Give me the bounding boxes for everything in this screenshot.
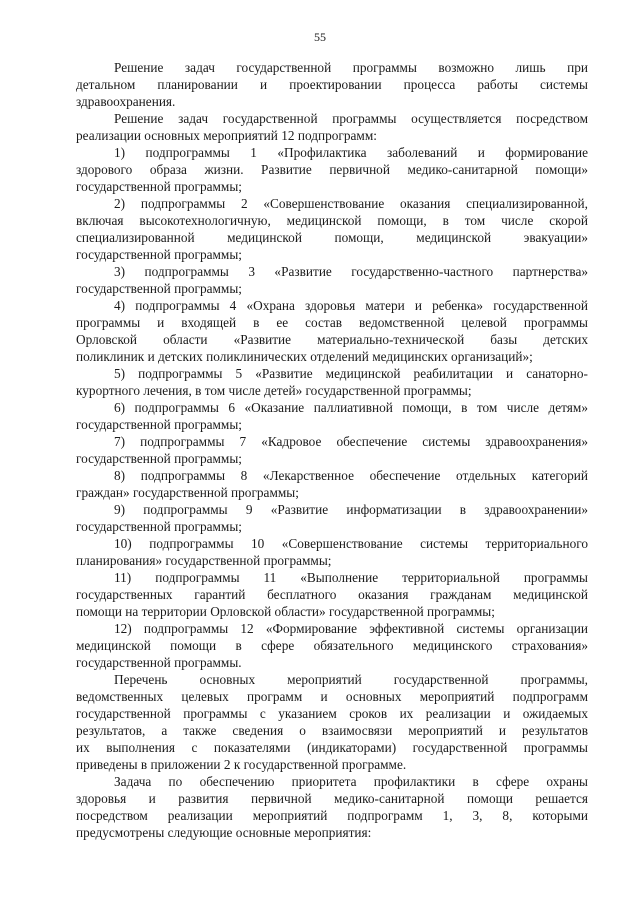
text-line: 10) подпрограммы 10 «Совершенствование системы территориального bbox=[114, 536, 588, 551]
paragraph bbox=[76, 620, 588, 671]
document-body bbox=[76, 59, 588, 841]
paragraph bbox=[76, 399, 588, 433]
paragraph bbox=[76, 263, 588, 297]
text-line: программы и входящей в ее состав ведомственной целевой программы bbox=[76, 315, 588, 330]
text-line: курортного лечения, в том числе детей» государственной программы; bbox=[76, 383, 472, 398]
text-line: Задача по обеспечению приоритета профилактики в сфере охраны bbox=[114, 774, 588, 789]
text-line: детальном планировании и проектировании процесса работы системы bbox=[76, 77, 588, 92]
paragraph bbox=[76, 671, 588, 773]
text-line: реализации основных мероприятий 12 подпрограмм: bbox=[76, 128, 377, 143]
text-line: планирования» государственной программы; bbox=[76, 553, 332, 568]
text-line: государственной программы; bbox=[76, 451, 242, 466]
text-line: медицинской помощи в сфере обязательного медицинского страхования» bbox=[76, 638, 588, 653]
text-line: 8) подпрограммы 8 «Лекарственное обеспечение отдельных категорий bbox=[114, 468, 588, 483]
text-line: предусмотрены следующие основные мероприятия: bbox=[76, 825, 372, 840]
text-line: государственной программы с указанием сроков их реализации и ожидаемых bbox=[76, 706, 588, 721]
text-line: приведены в приложении 2 к государственной программе. bbox=[76, 757, 407, 772]
text-line: ведомственных целевых программ и основных мероприятий подпрограмм bbox=[76, 689, 588, 704]
paragraph bbox=[76, 535, 588, 569]
text-line: 7) подпрограммы 7 «Кадровое обеспечение системы здравоохранения» bbox=[114, 434, 588, 449]
text-line: 4) подпрограммы 4 «Охрана здоровья матери и ребенка» государственной bbox=[114, 298, 588, 313]
paragraph bbox=[76, 433, 588, 467]
text-line: 9) подпрограммы 9 «Развитие информатизации в здравоохранении» bbox=[114, 502, 588, 517]
text-line: поликлиник и детских поликлинических отделений медицинских организаций»; bbox=[76, 349, 533, 364]
text-line: Орловской области «Развитие материально-технической базы детских bbox=[76, 332, 588, 347]
paragraph bbox=[76, 569, 588, 620]
text-line: результатов, а также сведения о взаимосвязи мероприятий и результатов bbox=[76, 723, 588, 738]
text-line: государственной программы. bbox=[76, 655, 242, 670]
text-line: включая высокотехнологичную, медицинской помощи, в том числе скорой bbox=[76, 213, 588, 228]
text-line: государственных гарантий бесплатного оказания гражданам медицинской bbox=[76, 587, 588, 602]
text-line: граждан» государственной программы; bbox=[76, 485, 299, 500]
text-line: 6) подпрограммы 6 «Оказание паллиативной помощи, в том числе детям» bbox=[114, 400, 588, 415]
paragraph bbox=[76, 773, 588, 841]
text-line: государственной программы; bbox=[76, 247, 242, 262]
text-line: Решение задач государственной программы осуществляется посредством bbox=[114, 111, 588, 126]
text-line: здравоохранения. bbox=[76, 94, 176, 109]
paragraph bbox=[76, 59, 588, 110]
page-number: 55 bbox=[314, 30, 326, 44]
paragraph bbox=[76, 297, 588, 365]
text-line: 3) подпрограммы 3 «Развитие государственно-частного партнерства» bbox=[114, 264, 588, 279]
text-line: 11) подпрограммы 11 «Выполнение территориальной программы bbox=[114, 570, 588, 585]
text-line: Решение задач государственной программы возможно лишь при bbox=[114, 60, 588, 75]
text-line: 5) подпрограммы 5 «Развитие медицинской реабилитации и санаторно- bbox=[114, 366, 588, 381]
text-line: здорового образа жизни. Развитие первичной медико-санитарной помощи» bbox=[76, 162, 588, 177]
text-line: государственной программы; bbox=[76, 281, 242, 296]
text-line: государственной программы; bbox=[76, 179, 242, 194]
text-line: 12) подпрограммы 12 «Формирование эффективной системы организации bbox=[114, 621, 588, 636]
text-line: помощи на территории Орловской области» государственной программы; bbox=[76, 604, 495, 619]
text-line: 1) подпрограммы 1 «Профилактика заболеваний и формирование bbox=[114, 145, 588, 160]
paragraph bbox=[76, 195, 588, 263]
text-line: Перечень основных мероприятий государственной программы, bbox=[114, 672, 588, 687]
paragraph bbox=[76, 144, 588, 195]
text-line: посредством реализации мероприятий подпрограмм 1, 3, 8, которыми bbox=[76, 808, 588, 823]
paragraph bbox=[76, 467, 588, 501]
text-line: 2) подпрограммы 2 «Совершенствование оказания специализированной, bbox=[114, 196, 588, 211]
paragraph bbox=[76, 501, 588, 535]
text-line: специализированной медицинской помощи, медицинской эвакуации» bbox=[76, 230, 588, 245]
text-line: здоровья и развития первичной медико-санитарной помощи решается bbox=[76, 791, 588, 806]
text-line: государственной программы; bbox=[76, 519, 242, 534]
text-line: их выполнения с показателями (индикаторами) государственной программы bbox=[76, 740, 588, 755]
text-line: государственной программы; bbox=[76, 417, 242, 432]
paragraph bbox=[76, 110, 588, 144]
paragraph bbox=[76, 365, 588, 399]
